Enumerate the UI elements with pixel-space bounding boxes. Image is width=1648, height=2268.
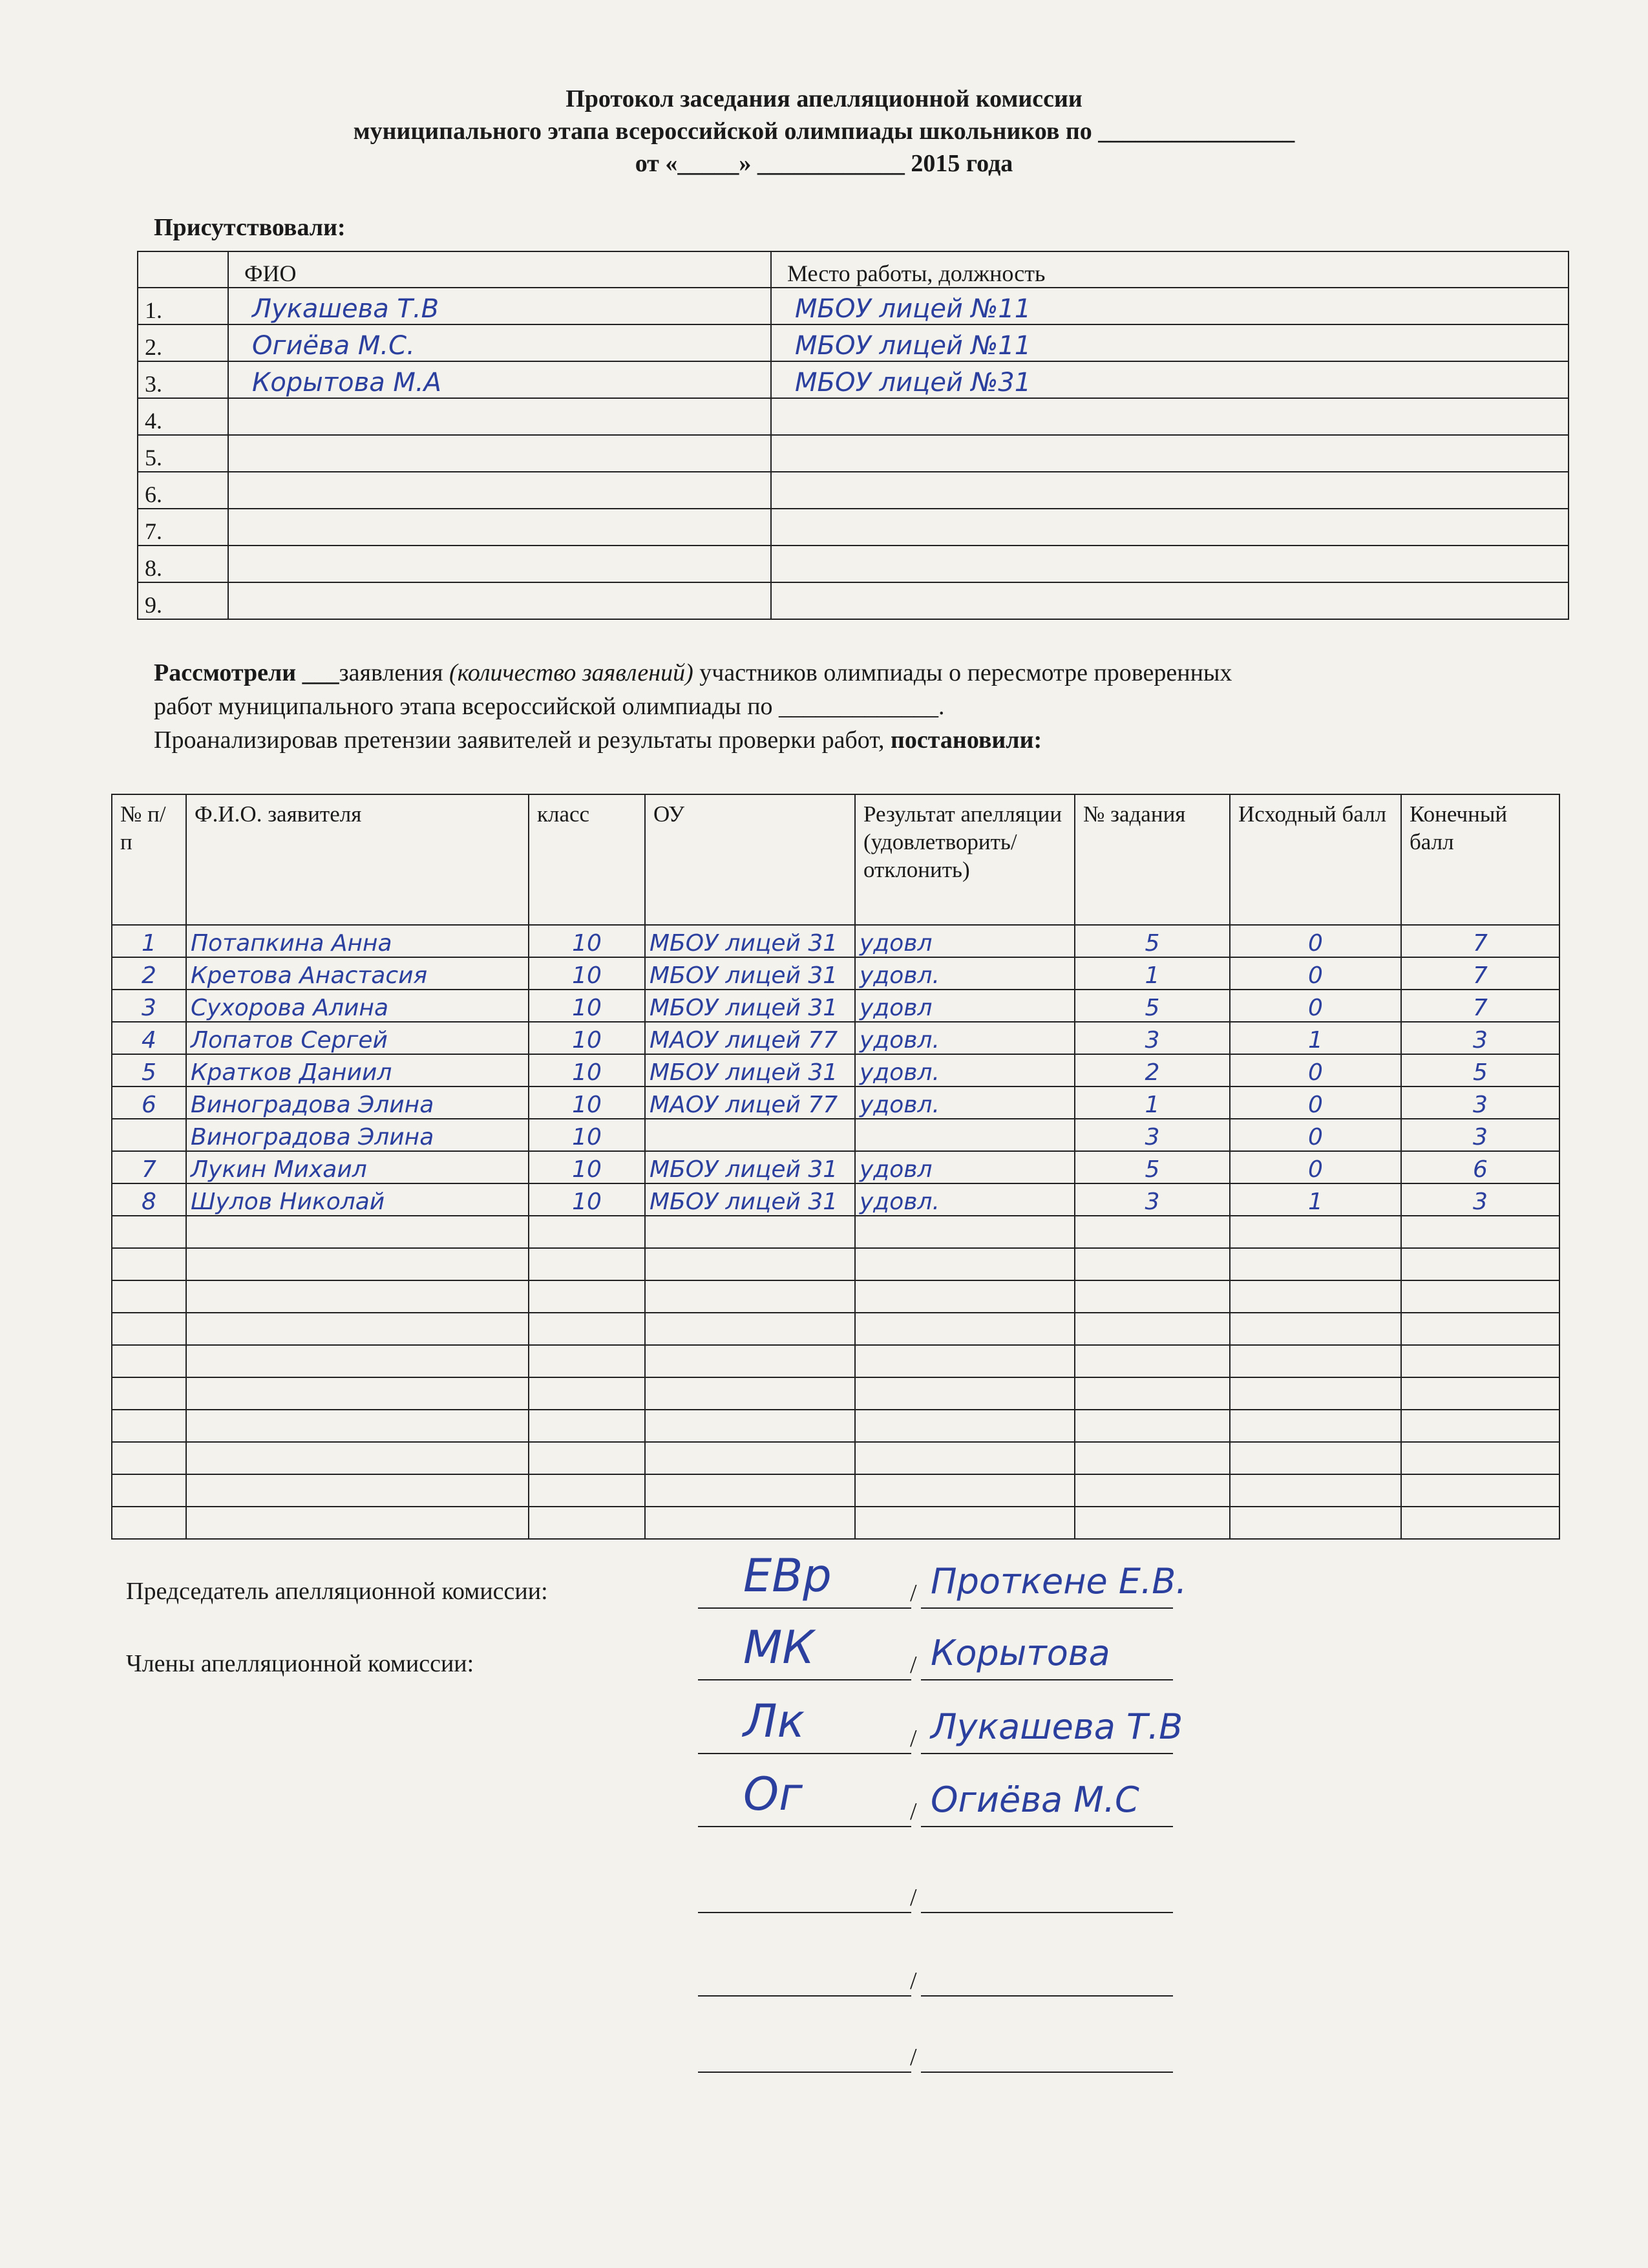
appeal-cell-task [1075,1474,1230,1507]
appeal-cell-fio: Шулов Николай [186,1183,529,1216]
appeal-cell-initial: 1 [1230,1183,1401,1216]
appeal-cell-school [645,1119,855,1151]
present-row [138,435,1569,472]
appeal-cell-task [1075,1216,1230,1248]
appeal-cell-fio: Лопатов Сергей [186,1022,529,1054]
appeal-cell-fio: Кратков Даниил [186,1054,529,1086]
appeal-cell-fio [186,1507,529,1539]
present-row-num: 8. [138,546,228,582]
appeal-cell-school: МАОУ лицей 77 [645,1086,855,1119]
appeal-cell-final [1401,1248,1559,1280]
appeal-row [112,1280,1559,1313]
appeal-header-school: ОУ [645,794,855,925]
appeal-cell-initial [1230,1474,1401,1507]
appeal-cell-grade [529,1410,645,1442]
appeal-cell-num: 3 [112,990,186,1022]
appeal-header-initial: Исходный балл [1230,794,1401,925]
handwritten-signature: ЕВр [743,1549,832,1602]
present-row-fio [228,435,771,472]
appeal-table [111,794,1560,1540]
appeal-cell-final: 3 [1401,1022,1559,1054]
signature-slash: / [910,1967,917,1995]
present-row [138,582,1569,619]
present-row [138,288,1569,324]
appeal-cell-result [855,1345,1075,1377]
appeal-row [112,1248,1559,1280]
appeal-row [112,1086,1559,1119]
appeal-cell-grade: 10 [529,925,645,957]
appeal-cell-school [645,1313,855,1345]
appeal-cell-num: 7 [112,1151,186,1183]
appeal-cell-school: МБОУ лицей 31 [645,925,855,957]
document-title [0,83,1648,180]
appeal-cell-task: 2 [1075,1054,1230,1086]
appeal-cell-num: 8 [112,1183,186,1216]
appeal-cell-grade [529,1507,645,1539]
appeal-cell-task: 1 [1075,957,1230,990]
present-table [137,251,1569,620]
signatory-name: Корытова [931,1633,1110,1673]
appeal-cell-school: МБОУ лицей 31 [645,990,855,1022]
appeal-cell-final: 6 [1401,1151,1559,1183]
appeal-cell-task [1075,1313,1230,1345]
appeal-cell-task [1075,1442,1230,1474]
appeal-cell-grade [529,1313,645,1345]
appeal-cell-grade [529,1442,645,1474]
signature-slash: / [910,1725,917,1752]
present-row-num: 6. [138,472,228,509]
appeal-cell-result [855,1313,1075,1345]
appeal-cell-task: 3 [1075,1183,1230,1216]
signatory-name: Проткене Е.В. [931,1561,1187,1602]
appeal-cell-num [112,1280,186,1313]
appeal-cell-fio [186,1216,529,1248]
appeal-row [112,925,1559,957]
appeal-cell-result: удовл. [855,1054,1075,1086]
appeal-cell-initial [1230,1280,1401,1313]
appeal-row [112,1345,1559,1377]
appeal-cell-initial: 0 [1230,1151,1401,1183]
appeal-row [112,1507,1559,1539]
appeal-cell-final: 3 [1401,1086,1559,1119]
appeal-cell-num: 2 [112,957,186,990]
appeal-cell-num: 1 [112,925,186,957]
present-row-place [771,472,1569,509]
appeal-cell-initial [1230,1377,1401,1410]
appeal-row [112,1313,1559,1345]
appeal-cell-task [1075,1410,1230,1442]
name-line [921,1881,1173,1913]
name-line [921,1964,1173,1997]
appeal-cell-grade: 10 [529,1151,645,1183]
appeal-row [112,990,1559,1022]
signatory-name: Огиёва М.С [931,1779,1139,1820]
appeal-row [112,1474,1559,1507]
appeal-cell-num [112,1377,186,1410]
appeal-cell-final [1401,1313,1559,1345]
appeal-cell-result: удовл. [855,1022,1075,1054]
appeal-cell-grade [529,1474,645,1507]
appeal-cell-result [855,1507,1075,1539]
appeal-cell-initial: 0 [1230,990,1401,1022]
appeal-cell-final [1401,1216,1559,1248]
present-row [138,324,1569,361]
appeal-cell-initial: 0 [1230,925,1401,957]
appeal-cell-result [855,1248,1075,1280]
appeal-cell-final: 7 [1401,990,1559,1022]
present-row-fio [228,398,771,435]
signature-line [698,2040,911,2073]
appeal-cell-grade [529,1280,645,1313]
chair-label: Председатель апелляционной комиссии: [126,1578,548,1605]
appeal-cell-school: МБОУ лицей 31 [645,1151,855,1183]
appeal-cell-school [645,1442,855,1474]
appeal-header-num: № п/п [112,794,186,925]
present-row-place: МБОУ лицей №11 [771,324,1569,361]
appeal-cell-initial [1230,1507,1401,1539]
present-row-fio [228,582,771,619]
appeal-cell-final: 7 [1401,957,1559,990]
paragraph-line-1: Рассмотрели ___заявления (количество заявлений) участников олимпиады о пересмотре проверенных [154,659,1232,686]
present-row [138,398,1569,435]
paragraph-line-3: Проанализировав претензии заявителей и результаты проверки работ, постановили: [154,726,1042,754]
appeal-cell-school: МБОУ лицей 31 [645,957,855,990]
appeal-header-result: Результат апелляции (удовлетворить/ отклонить) [855,794,1075,925]
appeal-header-task: № задания [1075,794,1230,925]
appeal-cell-grade [529,1216,645,1248]
appeal-header-grade: класс [529,794,645,925]
signature-line [698,1722,911,1754]
appeal-cell-result [855,1216,1075,1248]
appeal-cell-fio: Виноградова Элина [186,1119,529,1151]
present-row [138,472,1569,509]
title-line-2: муниципального этапа всероссийской олимпиады школьников по ________________ [353,118,1295,145]
appeal-cell-result: удовл [855,1151,1075,1183]
appeal-cell-school [645,1345,855,1377]
appeal-cell-task [1075,1377,1230,1410]
present-row-fio [228,472,771,509]
appeal-header-final: Конечный балл [1401,794,1559,925]
appeal-cell-final [1401,1410,1559,1442]
appeal-cell-final [1401,1442,1559,1474]
appeal-cell-school: МАОУ лицей 77 [645,1022,855,1054]
appeal-cell-fio [186,1442,529,1474]
appeal-row [112,957,1559,990]
signature-line [698,1795,911,1827]
appeal-cell-task: 5 [1075,990,1230,1022]
present-row-place: МБОУ лицей №11 [771,288,1569,324]
present-row [138,509,1569,546]
appeal-cell-initial: 0 [1230,957,1401,990]
considered-paragraph [154,656,1543,757]
signature-slash: / [910,2044,917,2071]
appeal-cell-fio [186,1410,529,1442]
appeal-cell-initial [1230,1216,1401,1248]
appeal-cell-grade: 10 [529,990,645,1022]
appeal-cell-school [645,1507,855,1539]
present-row-fio [228,509,771,546]
present-row-num: 4. [138,398,228,435]
signatory-name: Лукашева Т.В [931,1706,1183,1747]
appeal-row [112,1410,1559,1442]
appeal-cell-grade: 10 [529,1119,645,1151]
appeal-cell-task [1075,1507,1230,1539]
appeal-cell-fio: Виноградова Элина [186,1086,529,1119]
appeal-cell-fio [186,1474,529,1507]
present-row-num: 2. [138,324,228,361]
appeal-row [112,1119,1559,1151]
appeal-cell-num [112,1119,186,1151]
appeal-cell-task: 5 [1075,1151,1230,1183]
appeal-cell-result [855,1410,1075,1442]
appeal-cell-school [645,1248,855,1280]
appeal-cell-result [855,1280,1075,1313]
appeal-cell-final [1401,1474,1559,1507]
title-line-1: Протокол заседания апелляционной комиссии [565,85,1083,112]
appeal-cell-final [1401,1345,1559,1377]
appeal-cell-fio [186,1280,529,1313]
present-row [138,546,1569,582]
appeal-cell-result [855,1442,1075,1474]
appeal-cell-num [112,1442,186,1474]
appeal-cell-grade [529,1377,645,1410]
appeal-cell-fio [186,1377,529,1410]
appeal-cell-grade: 10 [529,1183,645,1216]
members-label: Члены апелляционной комиссии: [126,1650,474,1677]
appeal-cell-final [1401,1377,1559,1410]
appeal-cell-school: МБОУ лицей 31 [645,1183,855,1216]
appeal-cell-num [112,1410,186,1442]
appeal-row [112,1377,1559,1410]
appeal-cell-initial: 0 [1230,1054,1401,1086]
appeal-cell-result [855,1119,1075,1151]
appeal-cell-fio: Кретова Анастасия [186,957,529,990]
appeal-cell-num [112,1248,186,1280]
appeal-row [112,1216,1559,1248]
present-row-place [771,398,1569,435]
signature-line [698,1964,911,1997]
appeal-cell-grade: 10 [529,1054,645,1086]
appeal-cell-final [1401,1507,1559,1539]
present-row-fio [228,546,771,582]
appeal-cell-num [112,1313,186,1345]
appeal-cell-school [645,1216,855,1248]
appeal-cell-school [645,1410,855,1442]
appeal-cell-fio: Лукин Михаил [186,1151,529,1183]
appeal-cell-initial [1230,1410,1401,1442]
appeal-cell-fio [186,1313,529,1345]
present-row-fio: Корытова М.А [228,361,771,398]
appeal-row [112,1151,1559,1183]
appeal-cell-grade [529,1345,645,1377]
paragraph-line-2: работ муниципального этапа всероссийской олимпиады по _____________. [154,693,945,720]
present-header-fio: ФИО [228,251,771,288]
present-row-place [771,582,1569,619]
name-line [921,2040,1173,2073]
appeal-row [112,1054,1559,1086]
appeal-cell-grade: 10 [529,957,645,990]
appeal-cell-initial [1230,1248,1401,1280]
appeal-cell-result: удовл. [855,1183,1075,1216]
present-row-num: 9. [138,582,228,619]
appeal-cell-grade: 10 [529,1022,645,1054]
appeal-row [112,1442,1559,1474]
handwritten-signature: Ог [743,1768,803,1821]
appeal-cell-result: удовл. [855,957,1075,990]
appeal-row [112,1183,1559,1216]
appeal-cell-final: 7 [1401,925,1559,957]
present-row-place [771,509,1569,546]
handwritten-signature: Лк [743,1695,805,1748]
appeal-cell-num [112,1216,186,1248]
appeal-cell-school [645,1280,855,1313]
appeal-cell-num [112,1474,186,1507]
appeal-cell-task [1075,1345,1230,1377]
appeal-cell-task: 5 [1075,925,1230,957]
appeal-cell-school [645,1474,855,1507]
title-line-3: от «_____» ____________ 2015 года [635,150,1013,177]
appeal-cell-result: удовл [855,990,1075,1022]
appeal-cell-fio: Сухорова Алина [186,990,529,1022]
appeal-cell-task: 3 [1075,1119,1230,1151]
present-row-num: 1. [138,288,228,324]
signature-slash: / [910,1884,917,1911]
appeal-cell-fio [186,1345,529,1377]
appeal-cell-initial: 0 [1230,1119,1401,1151]
appeal-cell-num: 6 [112,1086,186,1119]
appeal-cell-initial: 1 [1230,1022,1401,1054]
appeal-cell-num: 5 [112,1054,186,1086]
present-row-num: 7. [138,509,228,546]
present-row-num: 5. [138,435,228,472]
present-row-place [771,546,1569,582]
appeal-cell-task: 3 [1075,1022,1230,1054]
present-row-fio: Лукашева Т.В [228,288,771,324]
appeal-cell-initial [1230,1345,1401,1377]
appeal-cell-initial [1230,1313,1401,1345]
appeal-cell-task: 1 [1075,1086,1230,1119]
appeal-cell-result [855,1377,1075,1410]
appeal-cell-grade: 10 [529,1086,645,1119]
appeal-cell-num [112,1507,186,1539]
appeal-header-fio: Ф.И.О. заявителя [186,794,529,925]
appeal-cell-task [1075,1248,1230,1280]
appeal-cell-task [1075,1280,1230,1313]
present-row [138,361,1569,398]
appeal-cell-result: удовл [855,925,1075,957]
appeal-row [112,1022,1559,1054]
appeal-cell-final: 3 [1401,1183,1559,1216]
appeal-cell-initial: 0 [1230,1086,1401,1119]
appeal-cell-grade [529,1248,645,1280]
present-row-num: 3. [138,361,228,398]
signature-slash: / [910,1798,917,1825]
appeal-cell-result: удовл. [855,1086,1075,1119]
present-header-num [138,251,228,288]
appeal-cell-initial [1230,1442,1401,1474]
appeal-cell-result [855,1474,1075,1507]
appeal-cell-final: 5 [1401,1054,1559,1086]
appeal-cell-final: 3 [1401,1119,1559,1151]
signature-line [698,1881,911,1913]
present-header-place: Место работы, должность [771,251,1569,288]
handwritten-signature: МК [743,1621,815,1674]
present-row-place [771,435,1569,472]
present-row-place: МБОУ лицей №31 [771,361,1569,398]
present-row-fio: Огиёва М.С. [228,324,771,361]
present-label: Присутствовали: [154,214,346,241]
appeal-cell-final [1401,1280,1559,1313]
signature-slash: / [910,1651,917,1679]
signature-slash: / [910,1580,917,1607]
appeal-cell-num: 4 [112,1022,186,1054]
appeal-cell-school: МБОУ лицей 31 [645,1054,855,1086]
appeal-cell-school [645,1377,855,1410]
appeal-cell-num [112,1345,186,1377]
appeal-cell-fio: Потапкина Анна [186,925,529,957]
appeal-cell-fio [186,1248,529,1280]
